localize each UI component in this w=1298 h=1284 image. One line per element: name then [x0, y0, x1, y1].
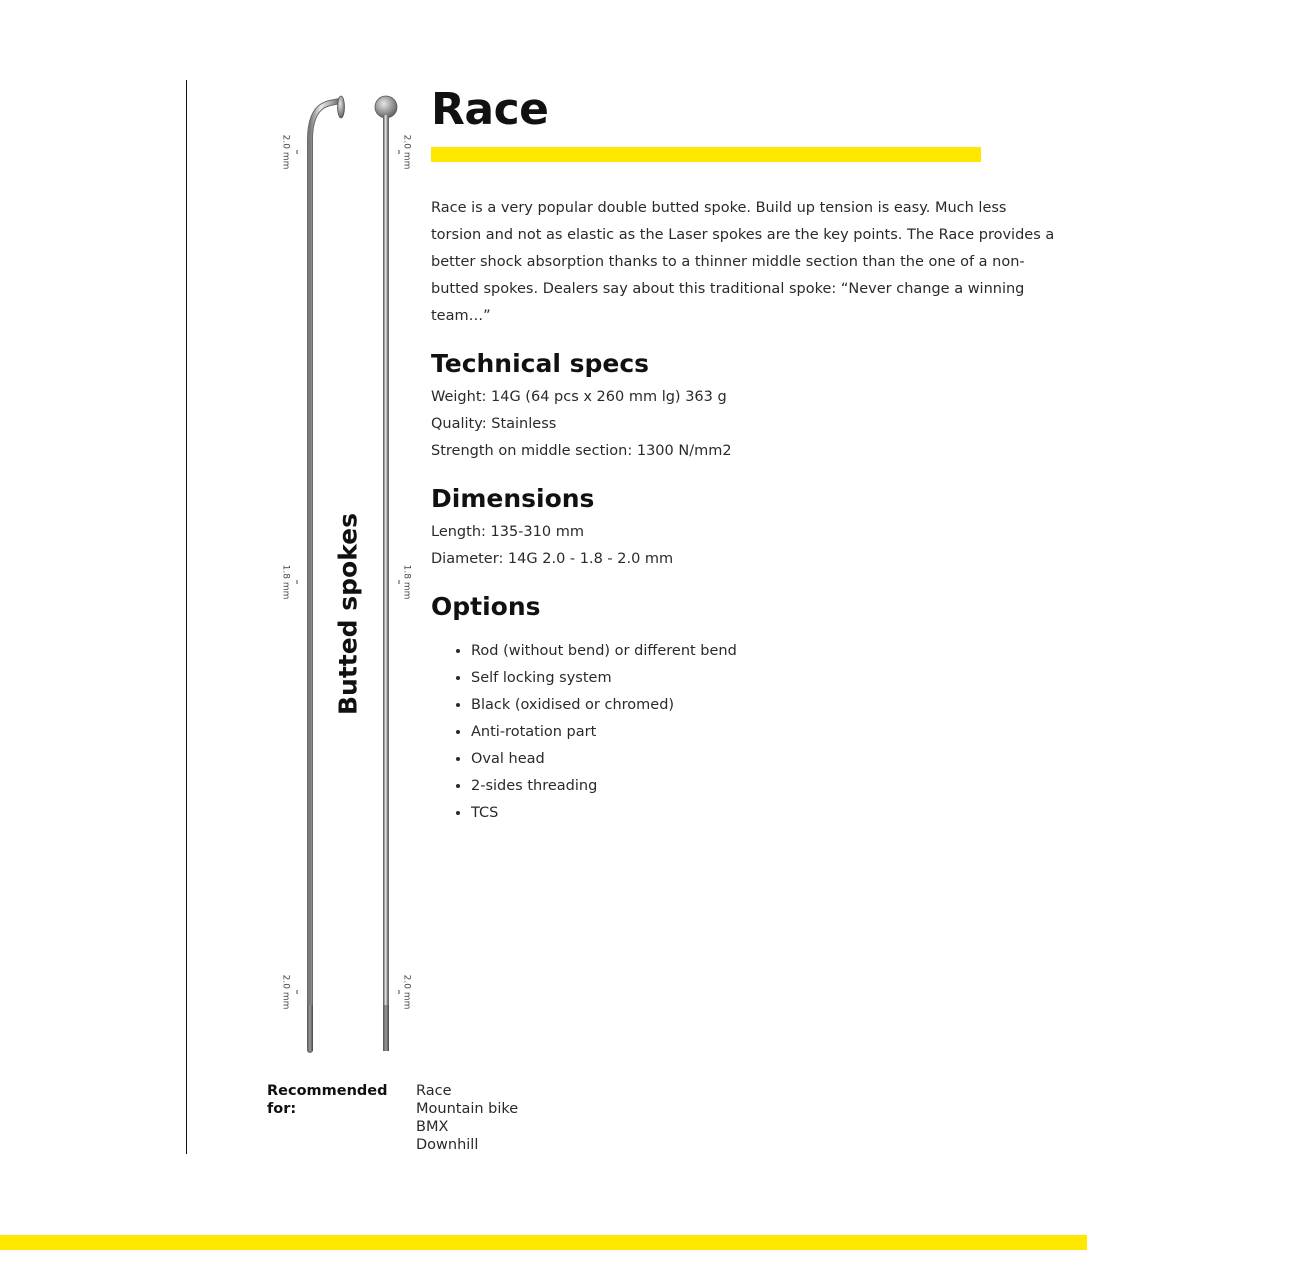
- dim-middle-right: 1.8 mm: [401, 564, 412, 600]
- recommended-for-label: Recommended for:: [267, 1083, 388, 1117]
- dim-bottom-left: 2.0 mm: [280, 974, 291, 1010]
- recommended-for-section: [267, 1082, 518, 1154]
- butted-spokes-label: Butted spokes: [333, 512, 363, 716]
- recommended-item: Downhill: [416, 1137, 479, 1153]
- product-title: Race: [431, 84, 549, 135]
- dim-middle-left: 1.8 mm: [280, 564, 291, 600]
- spec-line-strength: Strength on middle section: 1300 N/mm2: [431, 443, 732, 459]
- technical-specs-heading: Technical specs: [431, 349, 650, 378]
- spec-line-quality: Quality: Stainless: [431, 416, 557, 432]
- options-list: [431, 638, 1071, 827]
- spec-line-weight: Weight: 14G (64 pcs x 260 mm lg) 363 g: [431, 389, 727, 405]
- option-item: • TCS: [471, 800, 1071, 827]
- dim-top-right: 2.0 mm: [401, 134, 412, 170]
- product-description: Race is a very popular double butted spoke. Build up tension is easy. Much less torsion and not as elastic as the Laser spokes are the key points. The Race provides a better shock absorption thanks to a thinner middle section than the one of a non-butted spokes. Dealers say about this traditional spoke: “Never change a winning team…”: [431, 200, 1055, 324]
- recommended-for-list: [416, 1082, 518, 1154]
- technical-specs-list: [431, 384, 1071, 465]
- dimensions-list: [431, 519, 1071, 573]
- left-divider-line: [186, 80, 187, 1154]
- dimension-line-length: Length: 135-310 mm: [431, 524, 584, 540]
- option-item: • 2-sides threading: [471, 773, 1071, 800]
- recommended-item: Race: [416, 1083, 452, 1099]
- option-item: • Anti-rotation part: [471, 719, 1071, 746]
- dim-bottom-right: 2.0 mm: [401, 974, 412, 1010]
- recommended-item: Mountain bike: [416, 1101, 519, 1117]
- option-item: • Self locking system: [471, 665, 1071, 692]
- options-heading: Options: [431, 592, 541, 621]
- dimensions-heading: Dimensions: [431, 484, 595, 513]
- dimension-line-diameter: Diameter: 14G 2.0 - 1.8 - 2.0 mm: [431, 551, 674, 567]
- recommended-item: BMX: [416, 1119, 449, 1135]
- spoke-front-view: [375, 96, 399, 1051]
- option-item: • Rod (without bend) or different bend: [471, 638, 1071, 665]
- title-underline-bar: [431, 147, 981, 162]
- option-item: • Black (oxidised or chromed): [471, 692, 1071, 719]
- footer-yellow-bar: [0, 1235, 1087, 1250]
- dim-top-left: 2.0 mm: [280, 134, 291, 170]
- option-item: • Oval head: [471, 746, 1071, 773]
- product-content: [431, 82, 1071, 827]
